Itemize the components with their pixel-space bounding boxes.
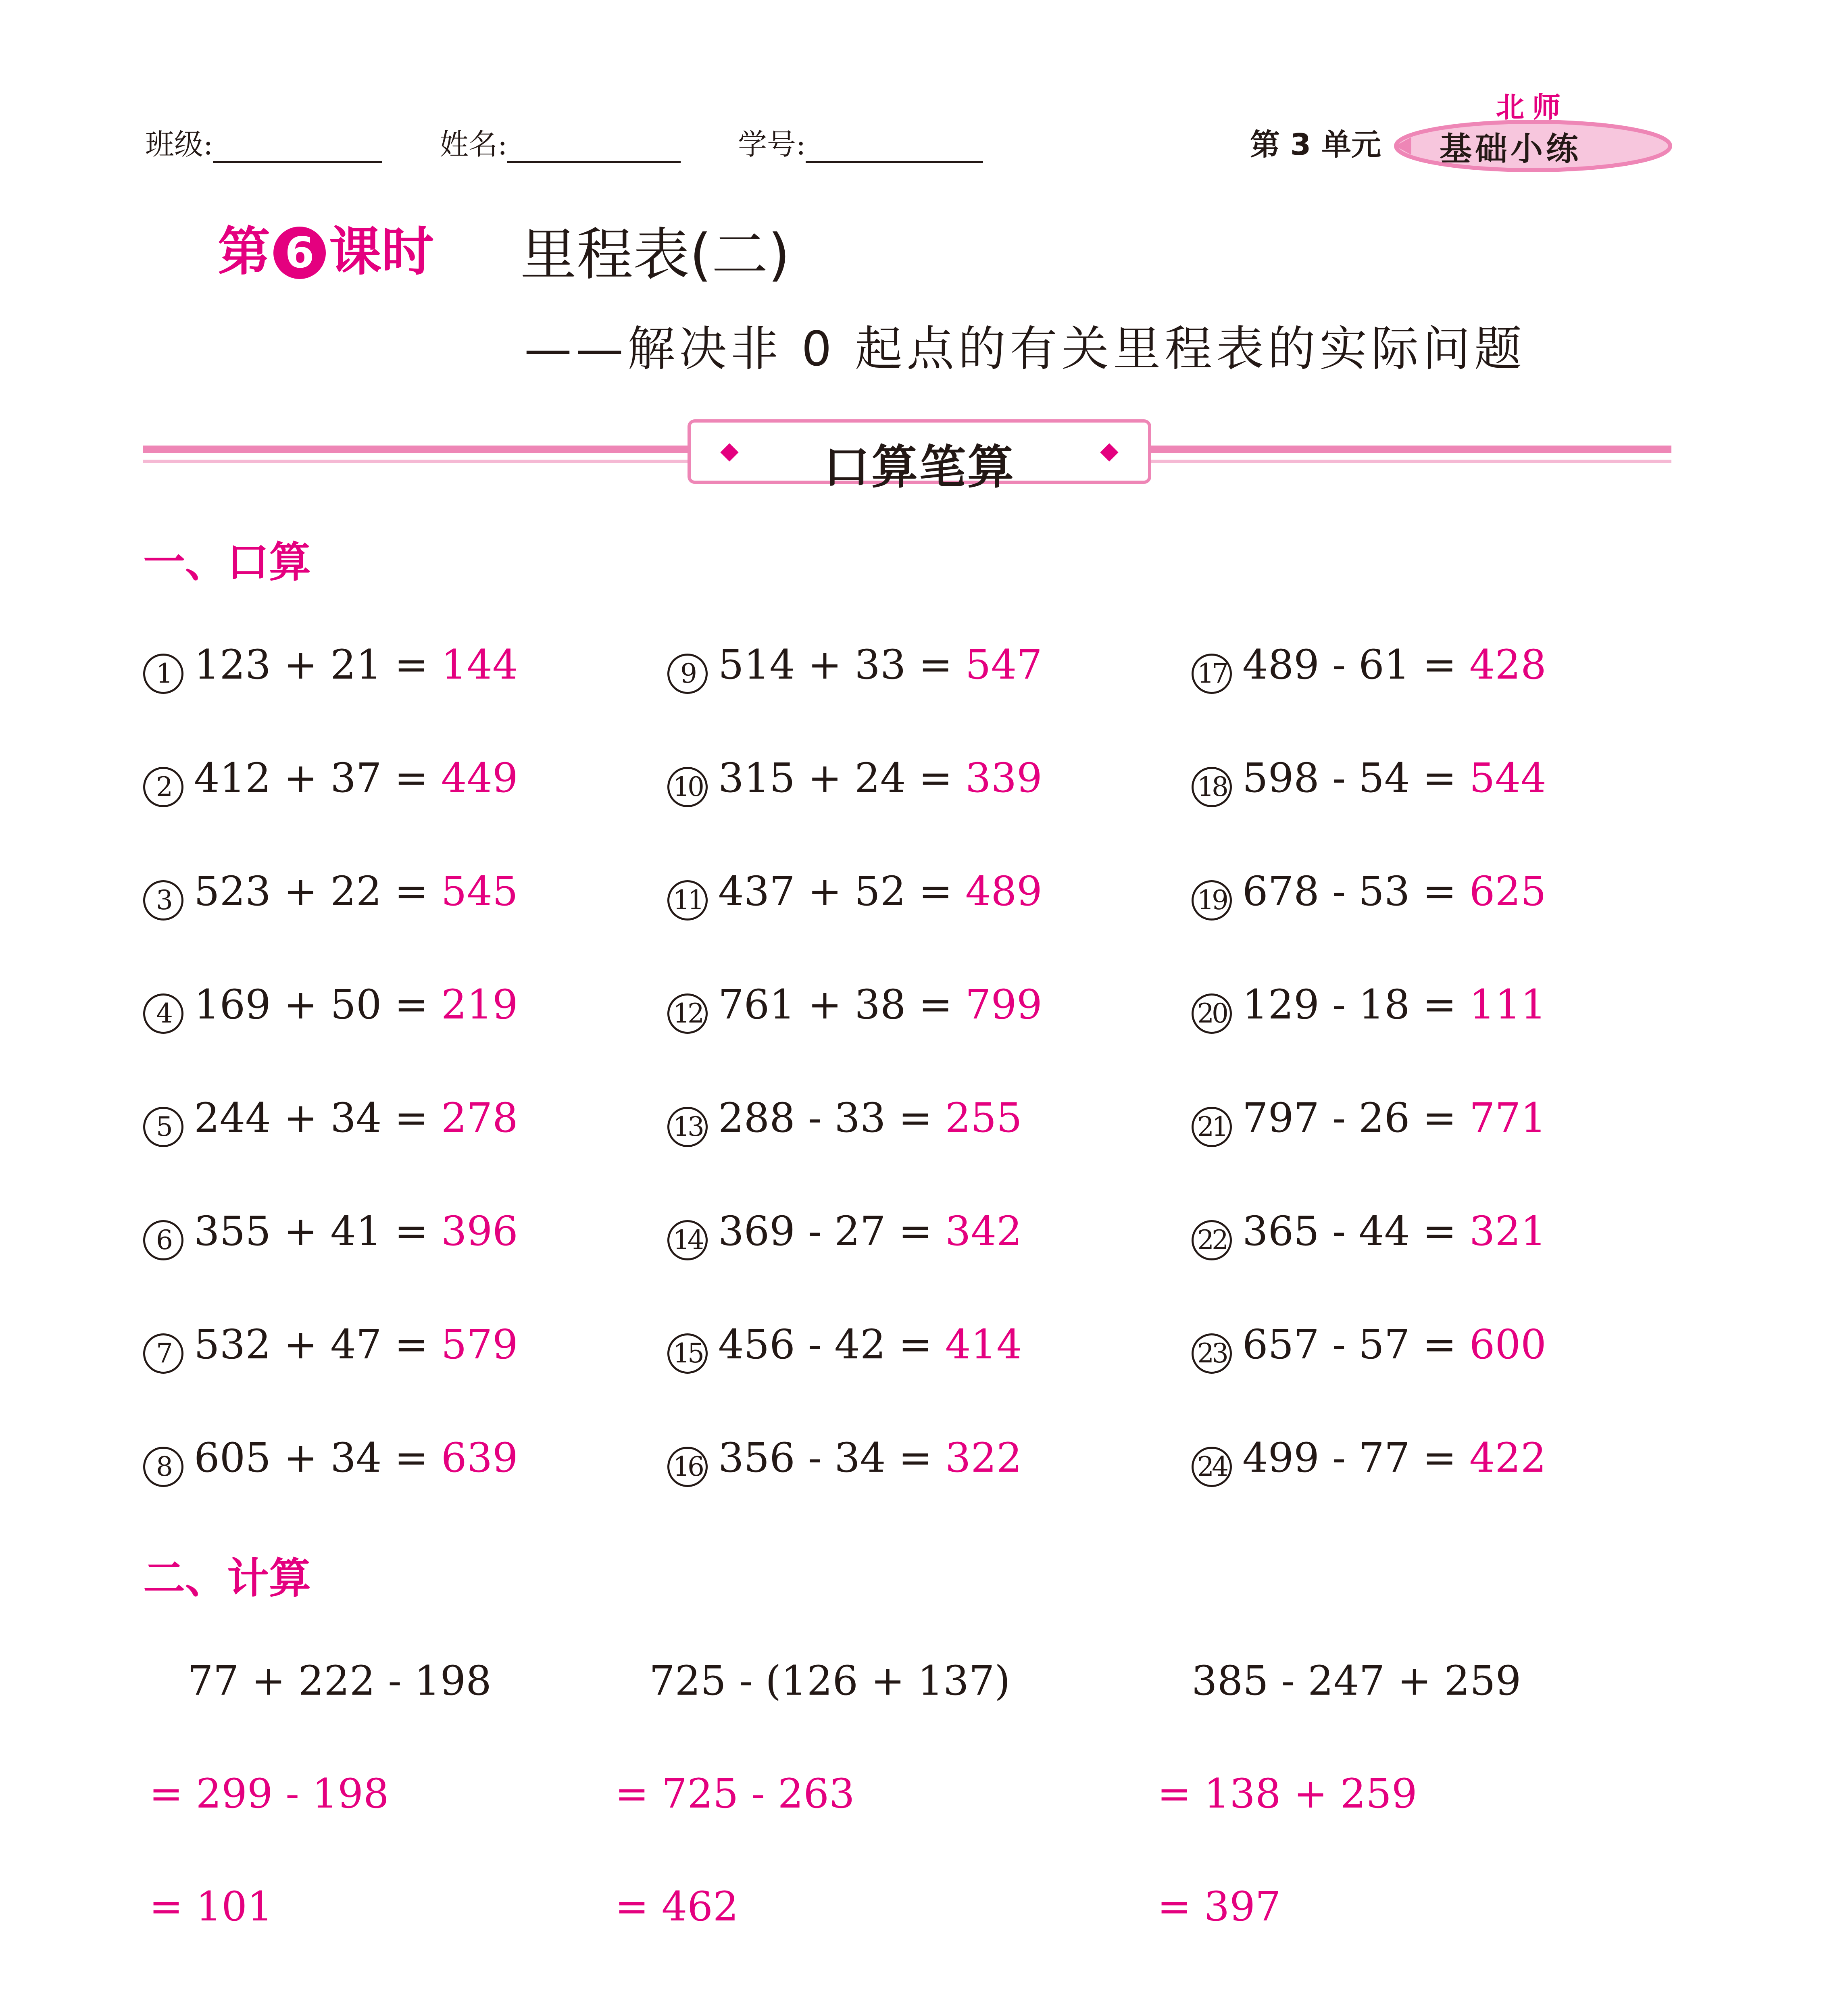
name-blank[interactable]	[507, 133, 681, 163]
problem-number-circle: 10	[667, 767, 708, 807]
problem-expression: 761 + 38 =	[718, 981, 953, 1028]
class-blank[interactable]	[213, 133, 382, 163]
problem-expression: 797 - 26 =	[1242, 1094, 1457, 1141]
oral-problem	[667, 754, 1042, 807]
problem-number-circle: 4	[143, 993, 183, 1034]
problem-answer: 545	[441, 868, 518, 915]
lesson-prefix: 第	[218, 221, 271, 282]
oral-problem	[1192, 1434, 1546, 1487]
problem-number-circle: 8	[143, 1447, 183, 1487]
student-number-blank[interactable]	[806, 133, 983, 163]
problem-answer: 489	[965, 868, 1042, 915]
calc-step-1a: = 299 - 198	[149, 1770, 389, 1817]
problem-number-circle: 24	[1192, 1447, 1232, 1487]
calc-problem-3: 385 - 247 + 259	[1192, 1657, 1521, 1704]
problem-expression: 315 + 24 =	[718, 754, 953, 802]
problem-answer: 339	[965, 754, 1042, 802]
student-number-label: 学号:	[738, 127, 806, 161]
problem-answer: 422	[1469, 1434, 1546, 1481]
problem-number-circle: 6	[143, 1220, 183, 1260]
problem-expression: 678 - 53 =	[1242, 868, 1457, 915]
problem-expression: 365 - 44 =	[1242, 1208, 1457, 1255]
problem-expression: 499 - 77 =	[1242, 1434, 1457, 1481]
problem-answer: 321	[1469, 1208, 1546, 1255]
lesson-number: 6	[273, 227, 326, 279]
class-field	[145, 121, 382, 163]
problem-answer: 600	[1469, 1321, 1546, 1368]
problem-number-circle: 17	[1192, 654, 1232, 694]
brand-main-text: 基础小练	[1440, 130, 1581, 168]
page-title: 里程表(二)	[520, 222, 790, 288]
problem-number-circle: 21	[1192, 1107, 1232, 1147]
calc-step-2a: = 725 - 263	[615, 1770, 855, 1817]
problem-number-circle: 18	[1192, 767, 1232, 807]
problem-number-circle: 23	[1192, 1333, 1232, 1374]
problem-answer: 414	[945, 1321, 1022, 1368]
class-label: 班级:	[145, 127, 213, 161]
problem-number-circle: 12	[667, 993, 708, 1034]
problem-number-circle: 9	[667, 654, 708, 694]
problem-answer: 449	[441, 754, 518, 802]
problem-answer: 428	[1469, 641, 1546, 688]
problem-expression: 244 + 34 =	[194, 1094, 429, 1141]
problem-answer: 255	[945, 1094, 1022, 1141]
oral-problem	[667, 1434, 1022, 1487]
problem-expression: 532 + 47 =	[194, 1321, 429, 1368]
problem-number-circle: 7	[143, 1333, 183, 1374]
oral-problem	[143, 754, 518, 807]
oral-problem	[143, 981, 518, 1034]
oral-problem	[1192, 981, 1546, 1034]
lesson-suffix: 课时	[329, 221, 434, 282]
problem-expression: 355 + 41 =	[194, 1208, 429, 1255]
problem-expression: 169 + 50 =	[194, 981, 429, 1028]
problem-expression: 598 - 54 =	[1242, 754, 1457, 802]
calc-step-2b: = 462	[615, 1883, 739, 1930]
problem-number-circle: 13	[667, 1107, 708, 1147]
problem-expression: 523 + 22 =	[194, 868, 429, 915]
problem-expression: 412 + 37 =	[194, 754, 429, 802]
name-field	[440, 121, 681, 163]
oral-problem	[1192, 1321, 1546, 1374]
problem-number-circle: 11	[667, 880, 708, 921]
oral-problem	[143, 641, 518, 694]
calc-step-3b: = 397	[1157, 1883, 1281, 1930]
oral-problem	[1192, 1208, 1546, 1260]
oral-problem	[143, 1208, 518, 1260]
section2-title: 二、计算	[143, 1554, 311, 1603]
oral-problem	[667, 981, 1042, 1034]
oral-problem	[143, 1434, 518, 1487]
name-label: 姓名:	[440, 127, 508, 161]
banner-band-right-thin	[1147, 460, 1671, 463]
banner-label: 口算笔算	[823, 440, 1015, 494]
oral-problem	[1192, 641, 1546, 694]
banner-band-right	[1147, 446, 1671, 453]
oral-problem	[1192, 1094, 1546, 1147]
oral-problem	[143, 1321, 518, 1374]
banner-band-left-thin	[143, 460, 692, 463]
problem-expression: 514 + 33 =	[718, 641, 953, 688]
section-banner	[688, 419, 1151, 494]
problem-number-circle: 20	[1192, 993, 1232, 1034]
problem-number-circle: 3	[143, 880, 183, 921]
problem-expression: 123 + 21 =	[194, 641, 429, 688]
lesson-badge	[218, 210, 434, 282]
oral-problem	[667, 1321, 1022, 1374]
banner-band-left	[143, 446, 692, 453]
oral-problem	[1192, 754, 1546, 807]
problem-answer: 639	[441, 1434, 518, 1481]
problem-number-circle: 16	[667, 1447, 708, 1487]
problem-number-circle: 2	[143, 767, 183, 807]
brand-top-text: 北师	[1496, 91, 1569, 124]
problem-answer: 547	[965, 641, 1042, 688]
oral-problem	[667, 868, 1042, 921]
problem-number-circle: 22	[1192, 1220, 1232, 1260]
problem-answer: 111	[1469, 981, 1546, 1028]
problem-answer: 219	[441, 981, 518, 1028]
brand-logo	[1387, 85, 1677, 177]
section1-title: 一、口算	[143, 537, 311, 587]
problem-expression: 456 - 42 =	[718, 1321, 933, 1368]
problem-answer: 396	[441, 1208, 518, 1255]
problem-answer: 625	[1469, 868, 1546, 915]
calc-step-1b: = 101	[149, 1883, 273, 1930]
problem-expression: 356 - 34 =	[718, 1434, 933, 1481]
problem-expression: 605 + 34 =	[194, 1434, 429, 1481]
page-subtitle: ——解决非 0 起点的有关里程表的实际问题	[524, 321, 1526, 377]
oral-problem	[1192, 868, 1546, 921]
problem-answer: 322	[945, 1434, 1022, 1481]
problem-expression: 129 - 18 =	[1242, 981, 1457, 1028]
oral-problem	[667, 641, 1042, 694]
unit-label: 第 3 单元	[1250, 127, 1381, 162]
problem-expression: 657 - 57 =	[1242, 1321, 1457, 1368]
oral-problem	[143, 868, 518, 921]
problem-number-circle: 15	[667, 1333, 708, 1374]
problem-number-circle: 19	[1192, 880, 1232, 921]
problem-answer: 342	[945, 1208, 1022, 1255]
problem-answer: 278	[441, 1094, 518, 1141]
problem-answer: 771	[1469, 1094, 1546, 1141]
problem-answer: 544	[1469, 754, 1546, 802]
problem-expression: 288 - 33 =	[718, 1094, 933, 1141]
calc-problem-2: 725 - (126 + 137)	[649, 1657, 1011, 1704]
oral-problem	[667, 1208, 1022, 1260]
problem-answer: 144	[441, 641, 518, 688]
problem-number-circle: 14	[667, 1220, 708, 1260]
oral-problem	[667, 1094, 1022, 1147]
calc-problem-1: 77 + 222 - 198	[188, 1657, 492, 1704]
problem-expression: 437 + 52 =	[718, 868, 953, 915]
calc-step-3a: = 138 + 259	[1157, 1770, 1417, 1817]
oral-problem	[143, 1094, 518, 1147]
problem-number-circle: 5	[143, 1107, 183, 1147]
problem-answer: 579	[441, 1321, 518, 1368]
problem-answer: 799	[965, 981, 1042, 1028]
student-number-field	[738, 121, 983, 163]
problem-expression: 489 - 61 =	[1242, 641, 1457, 688]
problem-expression: 369 - 27 =	[718, 1208, 933, 1255]
problem-number-circle: 1	[143, 654, 183, 694]
